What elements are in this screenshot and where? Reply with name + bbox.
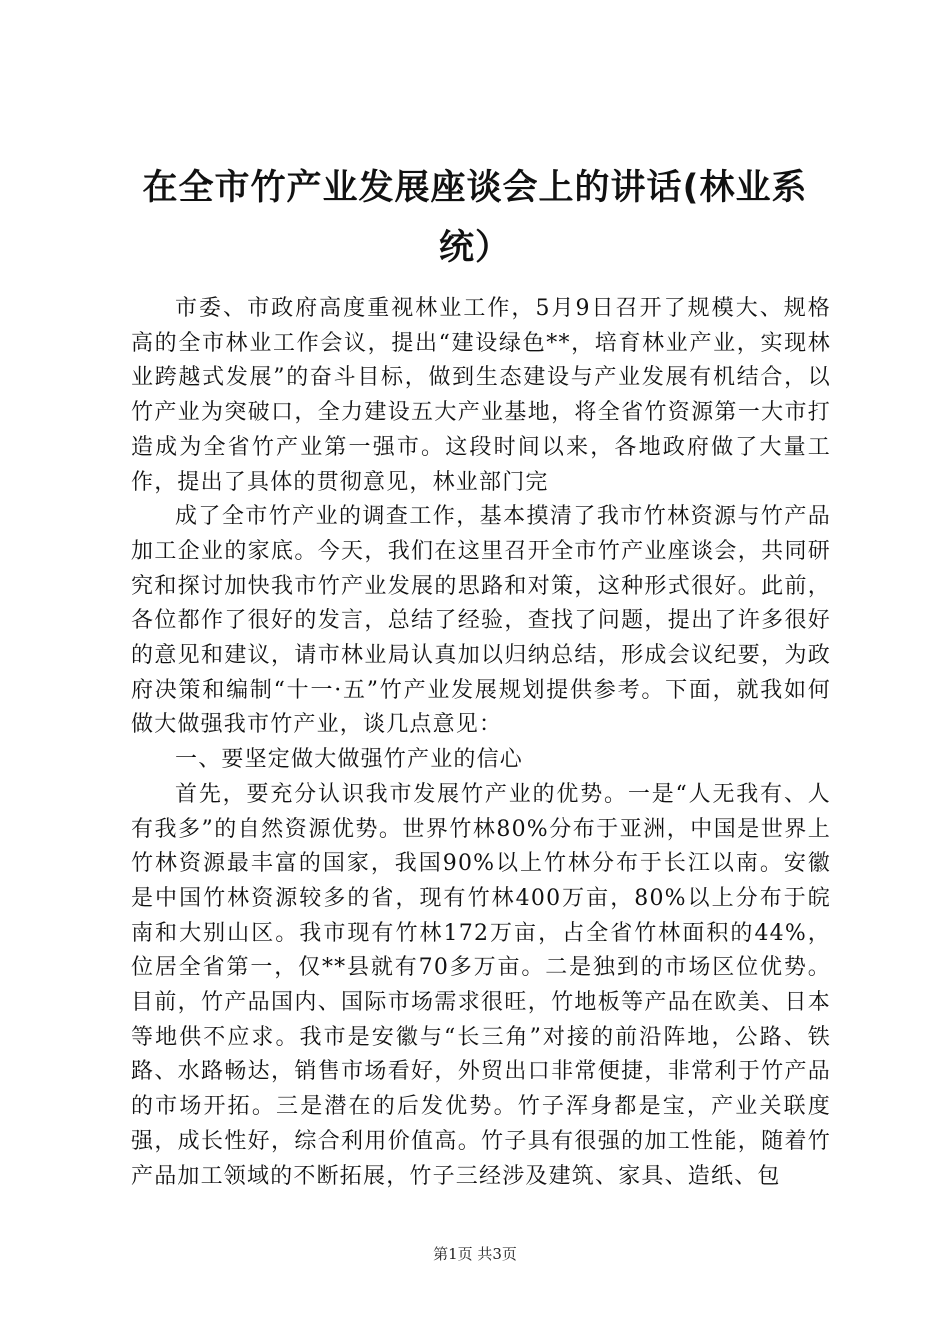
- document-title: 在全市竹产业发展座谈会上的讲话(林业系统）: [142, 168, 808, 268]
- paragraph: 市委、市政府高度重视林业工作，5月9日召开了规模大、规格高的全市林业工作会议，提出“建设绿色**，培育林业产业，实现林业跨越式发展”的奋斗目标，做到生态建设与产业发展有机结合，以竹产业为突破口，全力建设五大产业基地，将全省竹资源第一大市打造成为全省竹产业第一强市。这段时间以来，各地政府做了大量工作，提出了具体的贯彻意见，林业部门完: [131, 296, 831, 495]
- document-body: [131, 292, 831, 1194]
- section-heading: 一、要坚定做大做强竹产业的信心: [175, 747, 524, 773]
- page-number-footer: 第1页 共3页: [433, 1245, 517, 1263]
- paragraph: 首先，要充分认识我市发展竹产业的优势。一是“人无我有、人有我多”的自然资源优势。世界竹林80%分布于亚洲，中国是世界上竹林资源最丰富的国家，我国90%以上竹林分布于长江以南。安徽是中国竹林资源较多的省，现有竹林400万亩，80%以上分布于皖南和大别山区。我市现有竹林172万亩，占全省竹林面积的44%，位居全省第一，仅**县就有70多万亩。二是独到的市场区位优势。目前，竹产品国内、国际市场需求很旺，竹地板等产品在欧美、日本等地供不应求。我市是安徽与“长三角”对接的前沿阵地，公路、铁路、水路畅达，销售市场看好，外贸出口非常便捷，非常利于竹产品的市场开拓。三是潜在的后发优势。竹子浑身都是宝，产业关联度强，成长性好，综合利用价值高。竹子具有很强的加工性能，随着竹产品加工领域的不断拓展，竹子三经涉及建筑、家具、造纸、包: [131, 781, 831, 1189]
- paragraph: 成了全市竹产业的调查工作，基本摸清了我市竹林资源与竹产品加工企业的家底。今天，我们在这里召开全市竹产业座谈会，共同研究和探讨加快我市竹产业发展的思路和对策，这种形式很好。此前，各位都作了很好的发言，总结了经验，查找了问题，提出了许多很好的意见和建议，请市林业局认真加以归纳总结，形成会议纪要，为政府决策和编制“十一·五”竹产业发展规划提供参考。下面，就我如何做大做强我市竹产业，谈几点意见：: [131, 504, 831, 738]
